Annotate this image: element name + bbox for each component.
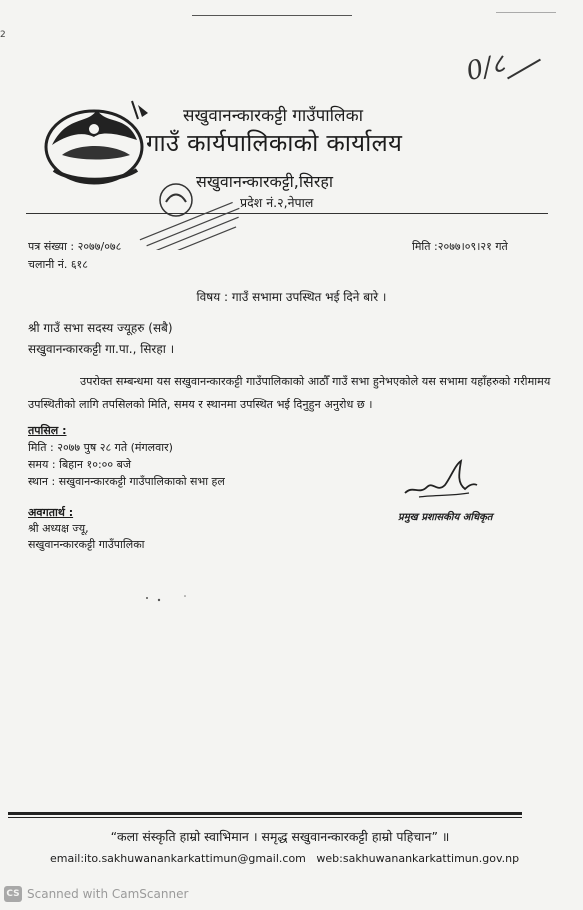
nepal-emblem-icon — [42, 95, 160, 187]
footer-email: email:ito.sakhuwanankarkattimun@gmail.com — [50, 852, 306, 865]
info-line-1: श्री अध्यक्ष ज्यू, — [28, 522, 89, 535]
footer-contact — [50, 852, 519, 865]
letter-body: उपरोक्त सम्बन्धमा यस सखुवानन्कारकट्टी गाउँपालिकाको आठौँ गाउँ सभा हुनेभएकोले यस सभामा यहाँहरुको गरीमामय उपस्थितीको लागि तपसिलको मिति, समय र स्थानमा उपस्थित भई दिनुहुन अनुरोध छ । — [28, 375, 551, 411]
address-line-1: सखुवानन्कारकट्टी,सिरहा — [196, 172, 334, 191]
information-block — [28, 505, 145, 553]
letter-date: मिति :२०७७।०९।२१ गते — [412, 240, 508, 253]
municipality-name: सखुवानन्कारकट्टी गाउँपालिका — [183, 106, 364, 126]
details-block — [28, 422, 225, 490]
footer-web: web:sakhuwanankarkattimun.gov.np — [316, 852, 520, 865]
reference-number: पत्र संख्या : २०७७/०७८ — [28, 240, 122, 253]
dispatch-number: चलानी नं. ६१८ — [28, 258, 89, 271]
handwritten-note: 0/८ — [463, 48, 509, 88]
meeting-date: मिति : २०७७ पुष २८ गते (मंगलवार) — [28, 441, 173, 454]
info-heading: अवगतार्थ : — [28, 506, 74, 519]
meeting-place: स्थान : सखुवानन्कारकट्टी गाउँपालिकाको सभा हल — [28, 475, 225, 488]
address-line-2: प्रदेश नं.२,नेपाल — [240, 195, 314, 210]
footer-rule-thick — [8, 812, 522, 815]
top-scan-line-right — [496, 12, 556, 13]
scanner-text: Scanned with CamScanner — [27, 887, 189, 901]
office-stamp-icon — [128, 180, 252, 250]
info-line-2: सखुवानन्कारकट्टी गाउँपालिका — [28, 538, 145, 551]
top-scan-line — [192, 15, 352, 16]
footer-rule-thin — [8, 817, 522, 818]
camscanner-logo-icon: CS — [4, 886, 22, 902]
letter-subject: विषय : गाउँ सभामा उपस्थित भई दिने बारे । — [196, 290, 387, 304]
scanner-watermark — [4, 886, 188, 902]
footer-slogan: “कला संस्कृति हाम्रो स्वाभिमान । समृद्ध सखुवानन्कारकट्टी हाम्रो पहिचान” ॥ — [110, 829, 450, 844]
header-rule — [26, 213, 548, 214]
office-name: गाउँ कार्यपालिकाको कार्यालय — [146, 129, 403, 157]
meeting-time: समय : बिहान १०:०० बजे — [28, 458, 132, 471]
scan-specks — [145, 590, 205, 605]
details-heading: तपसिल : — [28, 424, 67, 437]
handwritten-underline — [507, 59, 541, 80]
addressee-line-2: सखुवानन्कारकट्टी गा.पा., सिरहा । — [28, 342, 175, 356]
signatory-title: प्रमुख प्रशासकीय अधिकृत — [398, 512, 493, 523]
signature-icon — [399, 455, 479, 505]
addressee-line-1: श्री गाउँ सभा सदस्य ज्यूहरु (सबै) — [28, 321, 173, 335]
addressee-block — [28, 318, 174, 360]
edge-mark: 2 — [0, 30, 6, 40]
